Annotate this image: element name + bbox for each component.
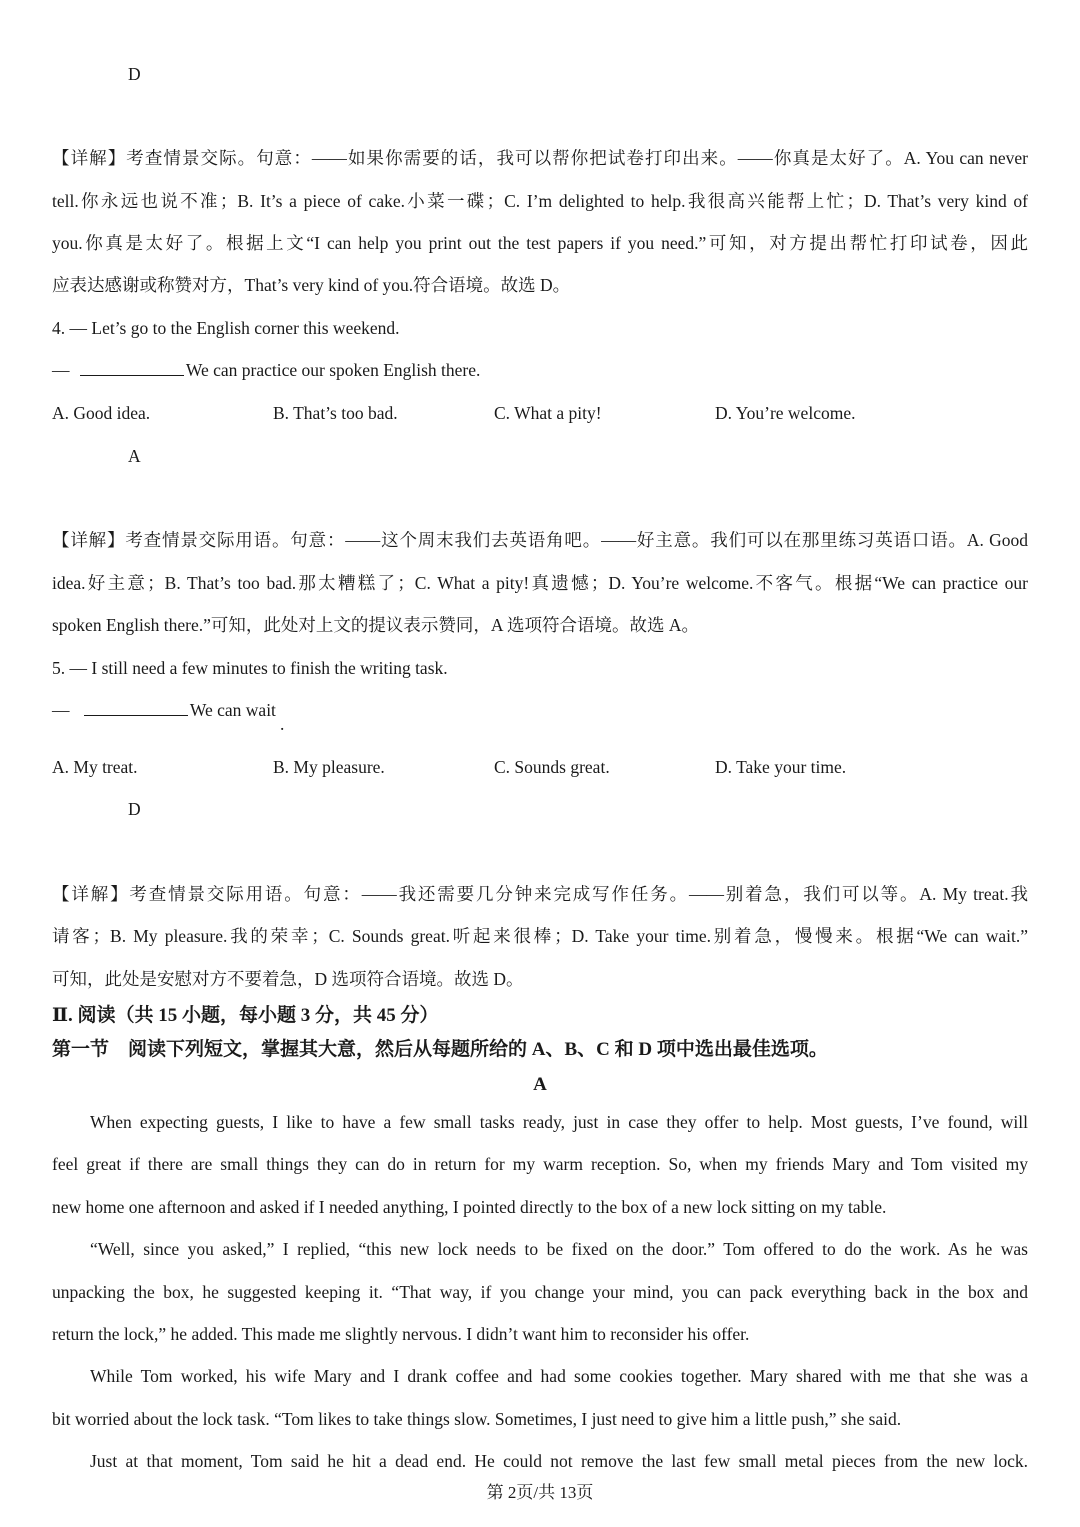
passage-line: bit worried about the lock task. “Tom likes to take things slow. Sometimes, I just need to give him a little push,” she said. [52, 1409, 902, 1429]
q5-explanation-line: 【详解】考查情景交际用语。句意：——我还需要几分钟来完成写作任务。——别着急，我们可以等。A. My treat.我 [52, 884, 1028, 904]
q4-option-a: A. Good idea. [52, 403, 151, 423]
q5-option-d: D. Take your time. [715, 757, 847, 777]
q5-reply-text: We can wait [189, 700, 276, 720]
passage-line: While Tom worked, his wife Mary and I drank coffee and had some cookies together. Mary shared with me that she was a [90, 1366, 1028, 1386]
q5-option-c: C. Sounds great. [494, 757, 610, 777]
section-title: Ⅱ. 阅读（共 15 小题，每小题 3 分，共 45 分） [52, 1005, 439, 1026]
passage-line: feel great if there are small things they can do in return for my warm reception. So, when my friends Mary and Tom visited my [52, 1154, 1028, 1174]
q4-reply-text: We can practice our spoken English there. [185, 360, 481, 380]
q5-explanation-line: 可知，此处是安慰对方不要着急，D 选项符合语境。故选 D。 [52, 969, 524, 989]
q5-reply [52, 698, 1028, 722]
q5-option-b: B. My pleasure. [273, 757, 385, 777]
q5-stem: 5. — I still need a few minutes to finish the writing task. [52, 658, 448, 678]
q4-option-d: D. You’re welcome. [715, 403, 856, 423]
passage-line: When expecting guests, I like to have a few small tasks ready, just in case they offer to help. Most guests, I’ve found, will [90, 1112, 1028, 1132]
passage-line: unpacking the box, he suggested keeping it. “That way, if you change your mind, you can pack everything back in the box and [52, 1282, 1028, 1302]
passage-line: Just at that moment, Tom said he hit a dead end. He could not remove the last few small metal pieces from the new lock. [90, 1451, 1028, 1471]
q5-answer: D [128, 799, 141, 819]
dash: — [52, 360, 70, 380]
page-footer: 第 2页/共 13页 [486, 1483, 594, 1502]
passage-line: new home one afternoon and asked if I needed anything, I pointed directly to the box of a new lock sitting on my table. [52, 1197, 887, 1217]
q5-option-a: A. My treat. [52, 757, 138, 777]
q4-option-c: C. What a pity! [494, 403, 602, 423]
passage-line: return the lock,” he added. This made me slightly nervous. I didn’t want him to reconsider his offer. [52, 1324, 750, 1344]
dash: — [52, 700, 70, 720]
passage-line: “Well, since you asked,” I replied, “this new lock needs to be fixed on the door.” Tom offered to do the work. As he was [90, 1239, 1028, 1259]
passage-label: A [533, 1074, 547, 1095]
section-instruction: 第一节 阅读下列短文，掌握其大意，然后从每题所给的 A、B、C 和 D 项中选出最佳选项。 [52, 1039, 828, 1060]
q4-answer: A [128, 446, 141, 466]
answer-blank [84, 699, 188, 716]
q4-explanation-line: idea.好主意；B. That’s too bad.那太糟糕了；C. What a pity!真遗憾；D. You’re welcome.不客气。根据“We can practice our [52, 573, 1028, 593]
q3-explanation-line: 【详解】考查情景交际。句意：——如果你需要的话，我可以帮你把试卷打印出来。——你真是太好了。A. You can never [52, 148, 1028, 168]
q4-explanation-line: spoken English there.”可知，此处对上文的提议表示赞同，A 选项符合语境。故选 A。 [52, 615, 699, 635]
q4-reply [52, 358, 1028, 382]
answer-blank [80, 359, 184, 376]
q3-answer: D [128, 64, 141, 84]
q4-stem: 4. — Let’s go to the English corner this weekend. [52, 318, 400, 338]
q5-explanation-line: 请客；B. My pleasure.我的荣幸；C. Sounds great.听起来很棒；D. Take your time.别着急，慢慢来。根据“We can wait.” [52, 926, 1028, 946]
q4-explanation-line: 【详解】考查情景交际用语。句意：——这个周末我们去英语角吧。——好主意。我们可以在那里练习英语口语。A. Good [52, 530, 1028, 550]
q3-explanation-line: you.你真是太好了。根据上文“I can help you print out the test papers if you need.”可知，对方提出帮忙打印试卷，因此 [52, 233, 1028, 253]
q4-option-b: B. That’s too bad. [273, 403, 398, 423]
q5-stray-dot: . [280, 714, 285, 734]
q3-explanation-line: 应表达感谢或称赞对方，That’s very kind of you.符合语境。故选 D。 [52, 275, 571, 295]
q3-explanation-line: tell.你永远也说不准；B. It’s a piece of cake.小菜一碟；C. I’m delighted to help.我很高兴能帮上忙；D. That’s very kind of [52, 191, 1028, 211]
